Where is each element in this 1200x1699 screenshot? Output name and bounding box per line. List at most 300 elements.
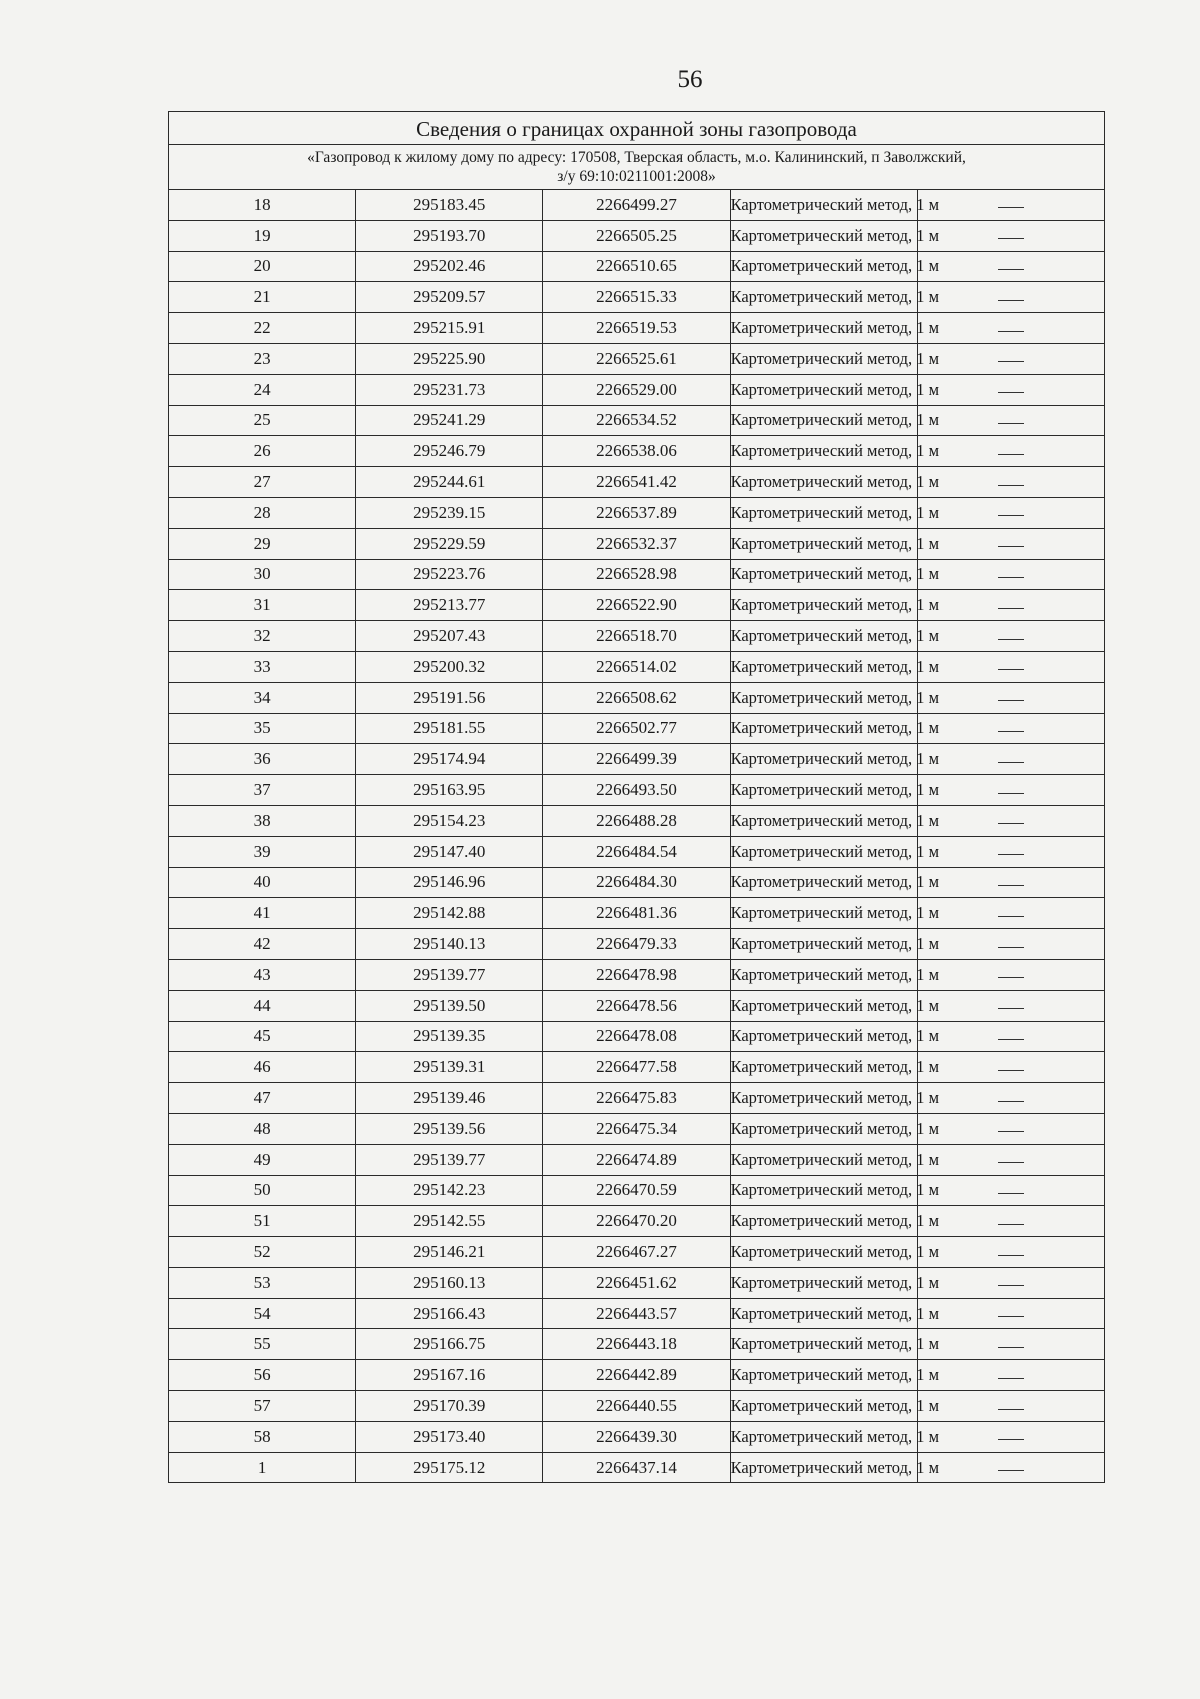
note-cell [917,374,1104,405]
table-row [169,1083,1105,1114]
point-number-cell: 18 [169,190,356,221]
point-number-cell: 55 [169,1329,356,1360]
point-number-cell: 49 [169,1144,356,1175]
empty-dash [998,207,1024,208]
point-number-cell: 48 [169,1113,356,1144]
point-number-cell: 56 [169,1360,356,1391]
y-coordinate-cell: 2266528.98 [543,559,730,590]
table-subtitle-line-2: з/у 69:10:0211001:2008» [557,168,716,185]
accuracy-method-cell: Картометрический метод, 1 м [730,497,917,528]
note-cell [917,1021,1104,1052]
note-cell [917,436,1104,467]
y-coordinate-cell: 2266505.25 [543,220,730,251]
accuracy-method-cell: Картометрический метод, 1 м [730,1452,917,1483]
y-coordinate-cell: 2266499.39 [543,744,730,775]
y-coordinate-cell: 2266508.62 [543,682,730,713]
table-row [169,929,1105,960]
note-cell [917,929,1104,960]
note-cell [917,467,1104,498]
table-row [169,1144,1105,1175]
x-coordinate-cell: 295146.21 [356,1237,543,1268]
empty-dash [998,700,1024,701]
empty-dash [998,947,1024,948]
y-coordinate-cell: 2266510.65 [543,251,730,282]
accuracy-method-cell: Картометрический метод, 1 м [730,1329,917,1360]
point-number-cell: 42 [169,929,356,960]
empty-dash [998,331,1024,332]
y-coordinate-cell: 2266488.28 [543,805,730,836]
empty-dash [998,762,1024,763]
y-coordinate-cell: 2266478.08 [543,1021,730,1052]
table-row [169,805,1105,836]
empty-dash [998,977,1024,978]
note-cell [917,959,1104,990]
x-coordinate-cell: 295166.75 [356,1329,543,1360]
table-row [169,405,1105,436]
table-subtitle-line-1: «Газопровод к жилому дому по адресу: 170508, Тверская область, м.о. Калининский, п Заволжский, [307,149,966,166]
accuracy-method-cell: Картометрический метод, 1 м [730,282,917,313]
x-coordinate-cell: 295142.55 [356,1206,543,1237]
accuracy-method-cell: Картометрический метод, 1 м [730,1267,917,1298]
point-number-cell: 38 [169,805,356,836]
point-number-cell: 57 [169,1391,356,1422]
empty-dash [998,823,1024,824]
accuracy-method-cell: Картометрический метод, 1 м [730,1391,917,1422]
y-coordinate-cell: 2266440.55 [543,1391,730,1422]
note-cell [917,805,1104,836]
table-row [169,1360,1105,1391]
table-row [169,621,1105,652]
x-coordinate-cell: 295147.40 [356,836,543,867]
table-row [169,313,1105,344]
accuracy-method-cell: Картометрический метод, 1 м [730,467,917,498]
empty-dash [998,423,1024,424]
accuracy-method-cell: Картометрический метод, 1 м [730,744,917,775]
empty-dash [998,1224,1024,1225]
empty-dash [998,1470,1024,1471]
y-coordinate-cell: 2266525.61 [543,343,730,374]
point-number-cell: 53 [169,1267,356,1298]
y-coordinate-cell: 2266443.57 [543,1298,730,1329]
accuracy-method-cell: Картометрический метод, 1 м [730,1421,917,1452]
table-row [169,867,1105,898]
empty-dash [998,1285,1024,1286]
table-row [169,1237,1105,1268]
y-coordinate-cell: 2266439.30 [543,1421,730,1452]
empty-dash [998,392,1024,393]
table-row [169,1021,1105,1052]
point-number-cell: 36 [169,744,356,775]
table-row [169,497,1105,528]
accuracy-method-cell: Картометрический метод, 1 м [730,867,917,898]
table-row [169,775,1105,806]
point-number-cell: 37 [169,775,356,806]
note-cell [917,1052,1104,1083]
y-coordinate-cell: 2266499.27 [543,190,730,221]
table-row [169,1052,1105,1083]
note-cell [917,251,1104,282]
accuracy-method-cell: Картометрический метод, 1 м [730,251,917,282]
x-coordinate-cell: 295173.40 [356,1421,543,1452]
table-row [169,190,1105,221]
note-cell [917,497,1104,528]
y-coordinate-cell: 2266493.50 [543,775,730,806]
table-row [169,898,1105,929]
point-number-cell: 46 [169,1052,356,1083]
point-number-cell: 52 [169,1237,356,1268]
empty-dash [998,1101,1024,1102]
accuracy-method-cell: Картометрический метод, 1 м [730,651,917,682]
x-coordinate-cell: 295239.15 [356,497,543,528]
table-row [169,1421,1105,1452]
table-row [169,343,1105,374]
y-coordinate-cell: 2266477.58 [543,1052,730,1083]
point-number-cell: 31 [169,590,356,621]
empty-dash [998,269,1024,270]
empty-dash [998,916,1024,917]
table-row [169,713,1105,744]
x-coordinate-cell: 295191.56 [356,682,543,713]
point-number-cell: 27 [169,467,356,498]
table-row [169,590,1105,621]
empty-dash [998,238,1024,239]
accuracy-method-cell: Картометрический метод, 1 м [730,990,917,1021]
y-coordinate-cell: 2266475.34 [543,1113,730,1144]
x-coordinate-cell: 295244.61 [356,467,543,498]
point-number-cell: 50 [169,1175,356,1206]
x-coordinate-cell: 295142.23 [356,1175,543,1206]
note-cell [917,1329,1104,1360]
y-coordinate-cell: 2266484.54 [543,836,730,867]
point-number-cell: 45 [169,1021,356,1052]
empty-dash [998,608,1024,609]
accuracy-method-cell: Картометрический метод, 1 м [730,528,917,559]
note-cell [917,1298,1104,1329]
y-coordinate-cell: 2266478.98 [543,959,730,990]
y-coordinate-cell: 2266475.83 [543,1083,730,1114]
note-cell [917,220,1104,251]
table-row [169,1113,1105,1144]
table-row [169,528,1105,559]
accuracy-method-cell: Картометрический метод, 1 м [730,1113,917,1144]
point-number-cell: 32 [169,621,356,652]
empty-dash [998,793,1024,794]
accuracy-method-cell: Картометрический метод, 1 м [730,1237,917,1268]
empty-dash [998,1008,1024,1009]
y-coordinate-cell: 2266470.20 [543,1206,730,1237]
note-cell [917,1452,1104,1483]
x-coordinate-cell: 295181.55 [356,713,543,744]
point-number-cell: 26 [169,436,356,467]
empty-dash [998,1409,1024,1410]
x-coordinate-cell: 295140.13 [356,929,543,960]
x-coordinate-cell: 295139.77 [356,959,543,990]
note-cell [917,990,1104,1021]
note-cell [917,775,1104,806]
empty-dash [998,1131,1024,1132]
empty-dash [998,1439,1024,1440]
point-number-cell: 40 [169,867,356,898]
empty-dash [998,454,1024,455]
note-cell [917,1421,1104,1452]
y-coordinate-cell: 2266437.14 [543,1452,730,1483]
accuracy-method-cell: Картометрический метод, 1 м [730,436,917,467]
accuracy-method-cell: Картометрический метод, 1 м [730,805,917,836]
note-cell [917,651,1104,682]
point-number-cell: 22 [169,313,356,344]
y-coordinate-cell: 2266532.37 [543,528,730,559]
x-coordinate-cell: 295175.12 [356,1452,543,1483]
accuracy-method-cell: Картометрический метод, 1 м [730,836,917,867]
y-coordinate-cell: 2266481.36 [543,898,730,929]
note-cell [917,1267,1104,1298]
empty-dash [998,1070,1024,1071]
table-row [169,436,1105,467]
note-cell [917,590,1104,621]
empty-dash [998,1193,1024,1194]
empty-dash [998,361,1024,362]
note-cell [917,1113,1104,1144]
note-cell [917,682,1104,713]
empty-dash [998,639,1024,640]
empty-dash [998,1316,1024,1317]
y-coordinate-cell: 2266529.00 [543,374,730,405]
note-cell [917,1144,1104,1175]
point-number-cell: 19 [169,220,356,251]
x-coordinate-cell: 295146.96 [356,867,543,898]
note-cell [917,1083,1104,1114]
empty-dash [998,515,1024,516]
accuracy-method-cell: Картометрический метод, 1 м [730,190,917,221]
x-coordinate-cell: 295246.79 [356,436,543,467]
x-coordinate-cell: 295225.90 [356,343,543,374]
note-cell [917,1360,1104,1391]
accuracy-method-cell: Картометрический метод, 1 м [730,682,917,713]
accuracy-method-cell: Картометрический метод, 1 м [730,1206,917,1237]
empty-dash [998,1378,1024,1379]
y-coordinate-cell: 2266538.06 [543,436,730,467]
accuracy-method-cell: Картометрический метод, 1 м [730,559,917,590]
table-title: Сведения о границах охранной зоны газопровода [169,112,1105,145]
x-coordinate-cell: 295215.91 [356,313,543,344]
note-cell [917,313,1104,344]
x-coordinate-cell: 295241.29 [356,405,543,436]
x-coordinate-cell: 295139.35 [356,1021,543,1052]
x-coordinate-cell: 295229.59 [356,528,543,559]
table-row [169,220,1105,251]
accuracy-method-cell: Картометрический метод, 1 м [730,1298,917,1329]
y-coordinate-cell: 2266478.56 [543,990,730,1021]
note-cell [917,1237,1104,1268]
note-cell [917,713,1104,744]
x-coordinate-cell: 295160.13 [356,1267,543,1298]
y-coordinate-cell: 2266451.62 [543,1267,730,1298]
empty-dash [998,485,1024,486]
accuracy-method-cell: Картометрический метод, 1 м [730,621,917,652]
note-cell [917,744,1104,775]
table-row [169,559,1105,590]
point-number-cell: 47 [169,1083,356,1114]
note-cell [917,836,1104,867]
accuracy-method-cell: Картометрический метод, 1 м [730,405,917,436]
table-title-row [169,112,1105,145]
note-cell [917,1175,1104,1206]
x-coordinate-cell: 295223.76 [356,559,543,590]
accuracy-method-cell: Картометрический метод, 1 м [730,590,917,621]
table-row [169,1452,1105,1483]
point-number-cell: 43 [169,959,356,990]
note-cell [917,282,1104,313]
table-row [169,744,1105,775]
note-cell [917,621,1104,652]
accuracy-method-cell: Картометрический метод, 1 м [730,220,917,251]
accuracy-method-cell: Картометрический метод, 1 м [730,1083,917,1114]
x-coordinate-cell: 295170.39 [356,1391,543,1422]
table-row [169,959,1105,990]
accuracy-method-cell: Картометрический метод, 1 м [730,374,917,405]
accuracy-method-cell: Картометрический метод, 1 м [730,713,917,744]
point-number-cell: 35 [169,713,356,744]
point-number-cell: 54 [169,1298,356,1329]
x-coordinate-cell: 295207.43 [356,621,543,652]
accuracy-method-cell: Картометрический метод, 1 м [730,1144,917,1175]
y-coordinate-cell: 2266519.53 [543,313,730,344]
point-number-cell: 51 [169,1206,356,1237]
y-coordinate-cell: 2266541.42 [543,467,730,498]
y-coordinate-cell: 2266467.27 [543,1237,730,1268]
point-number-cell: 1 [169,1452,356,1483]
table-row [169,836,1105,867]
empty-dash [998,1162,1024,1163]
x-coordinate-cell: 295154.23 [356,805,543,836]
empty-dash [998,1347,1024,1348]
note-cell [917,190,1104,221]
empty-dash [998,854,1024,855]
empty-dash [998,1255,1024,1256]
y-coordinate-cell: 2266534.52 [543,405,730,436]
accuracy-method-cell: Картометрический метод, 1 м [730,929,917,960]
x-coordinate-cell: 295193.70 [356,220,543,251]
table-row [169,1267,1105,1298]
x-coordinate-cell: 295183.45 [356,190,543,221]
x-coordinate-cell: 295202.46 [356,251,543,282]
accuracy-method-cell: Картометрический метод, 1 м [730,1052,917,1083]
point-number-cell: 33 [169,651,356,682]
table-row [169,1329,1105,1360]
y-coordinate-cell: 2266515.33 [543,282,730,313]
table-subtitle-row [169,145,1105,190]
table-row [169,990,1105,1021]
empty-dash [998,577,1024,578]
point-number-cell: 34 [169,682,356,713]
table-row [169,651,1105,682]
empty-dash [998,731,1024,732]
point-number-cell: 24 [169,374,356,405]
table-row [169,1298,1105,1329]
point-number-cell: 20 [169,251,356,282]
point-number-cell: 44 [169,990,356,1021]
x-coordinate-cell: 295167.16 [356,1360,543,1391]
x-coordinate-cell: 295200.32 [356,651,543,682]
x-coordinate-cell: 295142.88 [356,898,543,929]
note-cell [917,405,1104,436]
y-coordinate-cell: 2266518.70 [543,621,730,652]
table-row [169,251,1105,282]
note-cell [917,898,1104,929]
point-number-cell: 39 [169,836,356,867]
point-number-cell: 21 [169,282,356,313]
x-coordinate-cell: 295213.77 [356,590,543,621]
empty-dash [998,546,1024,547]
accuracy-method-cell: Картометрический метод, 1 м [730,1175,917,1206]
y-coordinate-cell: 2266514.02 [543,651,730,682]
point-number-cell: 23 [169,343,356,374]
x-coordinate-cell: 295139.50 [356,990,543,1021]
empty-dash [998,300,1024,301]
x-coordinate-cell: 295139.77 [356,1144,543,1175]
accuracy-method-cell: Картометрический метод, 1 м [730,898,917,929]
note-cell [917,559,1104,590]
y-coordinate-cell: 2266442.89 [543,1360,730,1391]
page-number: 56 [677,66,703,93]
accuracy-method-cell: Картометрический метод, 1 м [730,775,917,806]
point-number-cell: 58 [169,1421,356,1452]
x-coordinate-cell: 295209.57 [356,282,543,313]
table-subtitle [169,145,1105,190]
y-coordinate-cell: 2266474.89 [543,1144,730,1175]
y-coordinate-cell: 2266443.18 [543,1329,730,1360]
note-cell [917,1206,1104,1237]
table-row [169,682,1105,713]
table-row [169,1391,1105,1422]
empty-dash [998,1039,1024,1040]
y-coordinate-cell: 2266484.30 [543,867,730,898]
point-number-cell: 30 [169,559,356,590]
point-number-cell: 25 [169,405,356,436]
y-coordinate-cell: 2266502.77 [543,713,730,744]
point-number-cell: 41 [169,898,356,929]
table-row [169,374,1105,405]
y-coordinate-cell: 2266537.89 [543,497,730,528]
accuracy-method-cell: Картометрический метод, 1 м [730,1360,917,1391]
accuracy-method-cell: Картометрический метод, 1 м [730,1021,917,1052]
table-row [169,282,1105,313]
note-cell [917,867,1104,898]
x-coordinate-cell: 295139.31 [356,1052,543,1083]
table-row [169,1206,1105,1237]
x-coordinate-cell: 295139.46 [356,1083,543,1114]
y-coordinate-cell: 2266470.59 [543,1175,730,1206]
accuracy-method-cell: Картометрический метод, 1 м [730,959,917,990]
point-number-cell: 28 [169,497,356,528]
note-cell [917,1391,1104,1422]
x-coordinate-cell: 295166.43 [356,1298,543,1329]
x-coordinate-cell: 295163.95 [356,775,543,806]
x-coordinate-cell: 295174.94 [356,744,543,775]
y-coordinate-cell: 2266522.90 [543,590,730,621]
table-row [169,1175,1105,1206]
empty-dash [998,669,1024,670]
x-coordinate-cell: 295139.56 [356,1113,543,1144]
table-row [169,467,1105,498]
note-cell [917,343,1104,374]
note-cell [917,528,1104,559]
protection-zone-table [168,111,1105,1483]
point-number-cell: 29 [169,528,356,559]
accuracy-method-cell: Картометрический метод, 1 м [730,313,917,344]
x-coordinate-cell: 295231.73 [356,374,543,405]
accuracy-method-cell: Картометрический метод, 1 м [730,343,917,374]
